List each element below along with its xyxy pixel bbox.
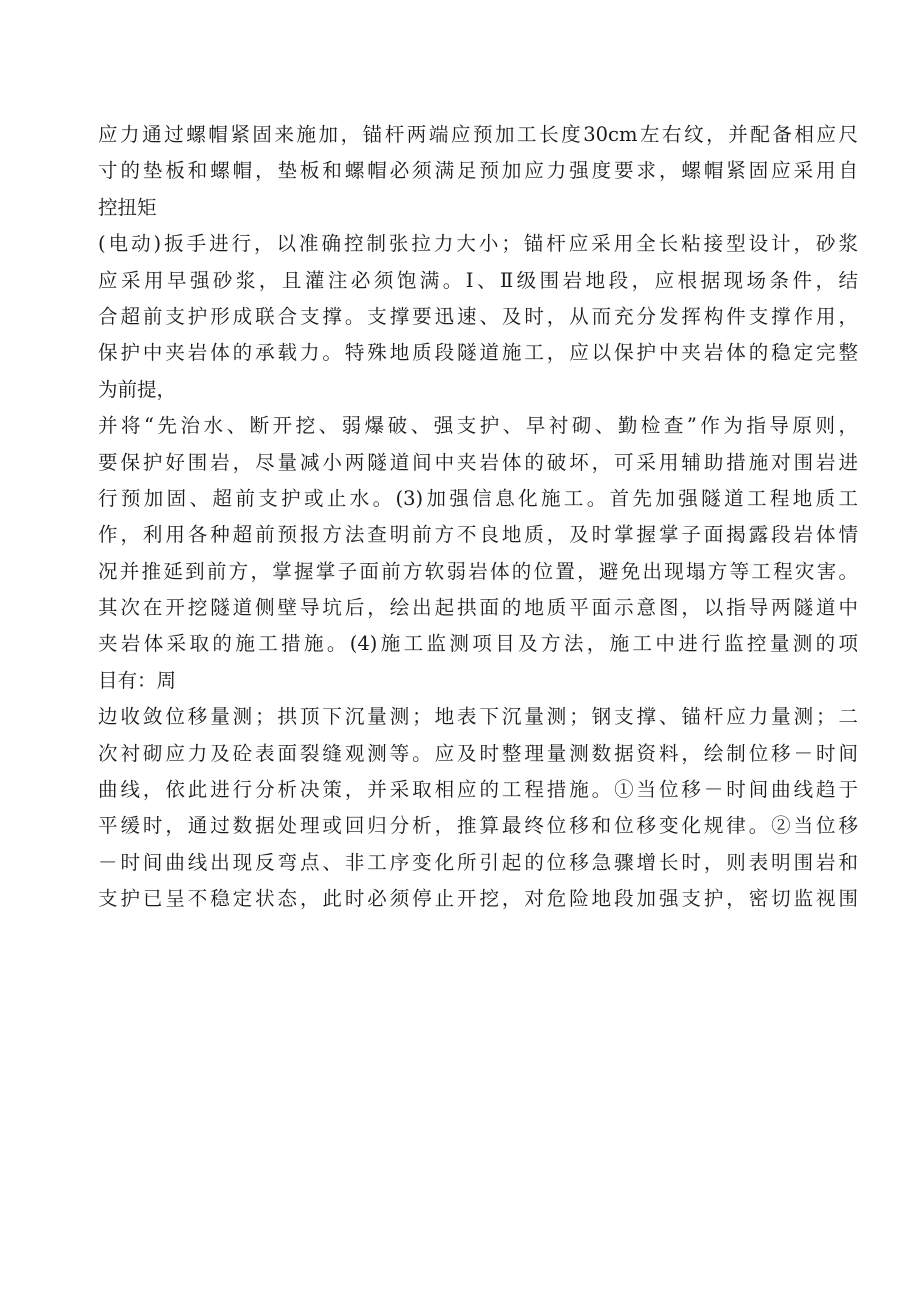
text-line: 要保护好围岩，尽量减小两隧道间中夹岩体的破坏，可采用辅助措施对围岩进 — [98, 450, 858, 474]
text-line: 其次在开挖隧道侧壁导坑后，绘出起拱面的地质平面示意图，以指导两隧道中 — [98, 596, 858, 620]
text-line: 寸的垫板和螺帽，垫板和螺帽必须满足预加应力强度要求，螺帽紧固应采用自 — [98, 159, 858, 183]
text-line: 应力通过螺帽紧固来施加，锚杆两端应预加工长度30cm左右纹，并配备相应尺 — [98, 123, 858, 146]
text-line: 行预加固、超前支护或止水。(3)加强信息化施工。首先加强隧道工程地质工 — [98, 486, 858, 510]
text-line: 夹岩体采取的施工措施。(4)施工监测项目及方法，施工中进行监控量测的项 — [98, 632, 858, 656]
text-line: 况并推延到前方，掌握掌子面前方软弱岩体的位置，避免出现塌方等工程灾害。 — [98, 559, 858, 583]
text-line: 控扭矩 — [98, 195, 157, 219]
text-line: 为前提， — [98, 377, 177, 401]
text-line: 目有：周 — [98, 668, 177, 692]
text-line: 作，利用各种超前预报方法查明前方不良地质，及时掌握掌子面揭露段岩体情 — [98, 523, 858, 547]
text-line: －时间曲线出现反弯点、非工序变化所引起的位移急骤增长时，则表明围岩和 — [98, 850, 858, 874]
text-line: 应采用早强砂浆，且灌注必须饱满。Ⅰ、Ⅱ级围岩地段，应根据现场条件，结 — [98, 268, 858, 292]
text-line: 保护中夹岩体的承载力。特殊地质段隧道施工，应以保护中夹岩体的稳定完整 — [98, 341, 858, 365]
text-line: 合超前支护形成联合支撑。支撑要迅速、及时，从而充分发挥构件支撑作用， — [98, 304, 858, 328]
text-line: 边收敛位移量测；拱顶下沉量测；地表下沉量测；钢支撑、锚杆应力量测；二 — [98, 705, 858, 729]
text-line: 平缓时，通过数据处理或回归分析，推算最终位移和位移变化规律。②当位移 — [98, 814, 858, 838]
text-line: (电动)扳手进行，以准确控制张拉力大小；锚杆应采用全长粘接型设计，砂浆 — [98, 232, 858, 256]
body-text — [98, 117, 858, 918]
text-line: 支护已呈不稳定状态，此时必须停止开挖，对危险地段加强支护，密切监视围 — [98, 887, 858, 911]
text-line: 并将“先治水、断开挖、弱爆破、强支护、早衬砌、勤检查”作为指导原则， — [98, 414, 858, 438]
text-line: 次衬砌应力及砼表面裂缝观测等。应及时整理量测数据资料，绘制位移－时间 — [98, 741, 858, 765]
text-line: 曲线，依此进行分析决策，并采取相应的工程措施。①当位移－时间曲线趋于 — [98, 778, 858, 802]
